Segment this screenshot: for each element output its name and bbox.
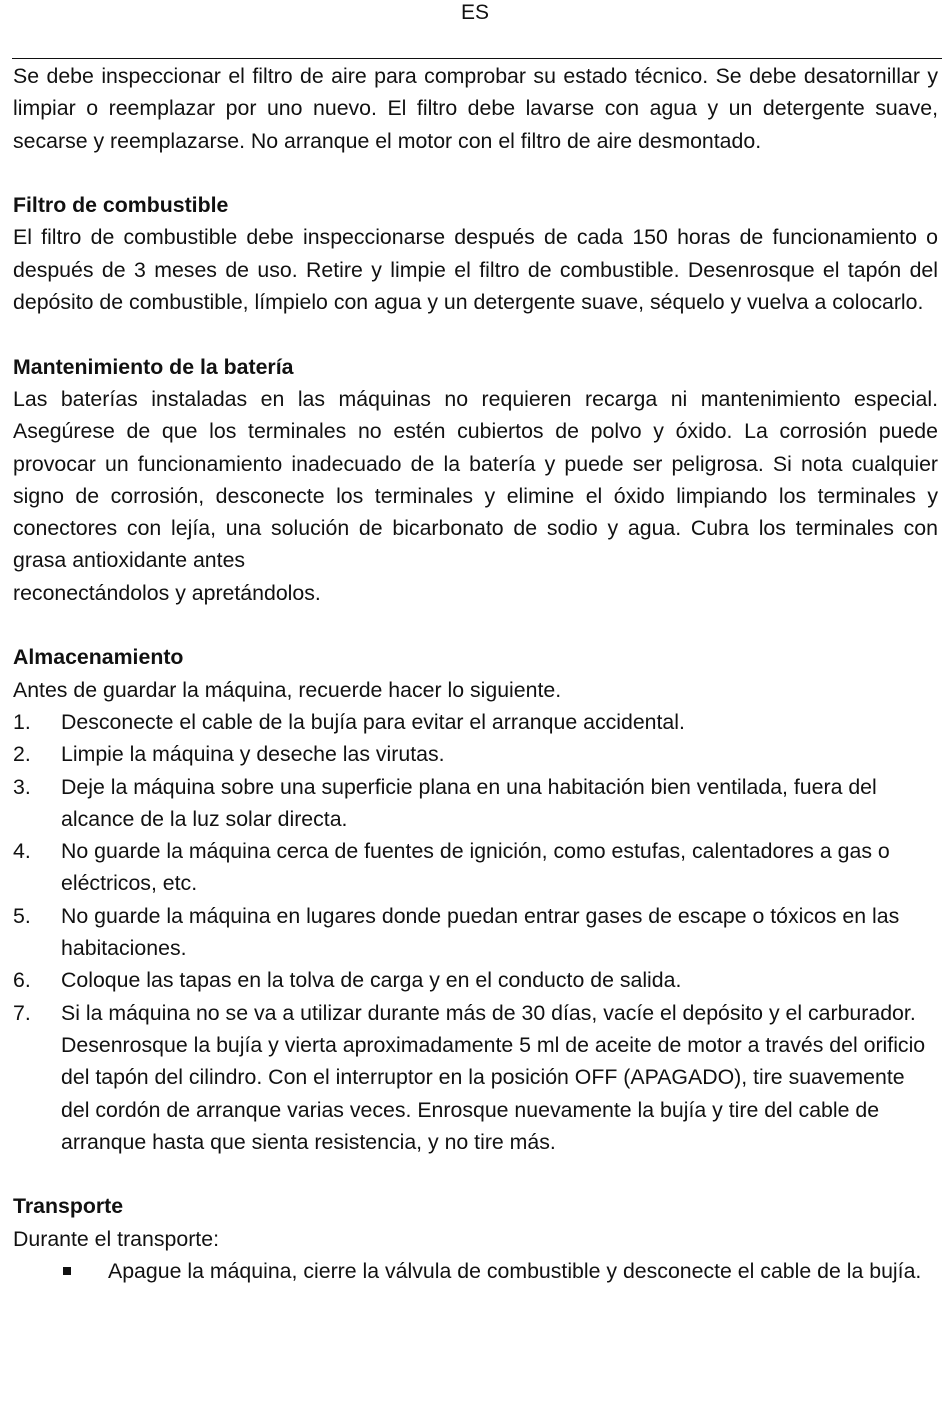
list-item [13, 706, 938, 738]
square-bullet-icon [63, 1267, 71, 1275]
list-item-number: 5. [13, 903, 31, 928]
storage-heading: Almacenamiento [13, 645, 184, 670]
list-item-text: No guarde la máquina cerca de fuentes de ignición, como estufas, calentadores a gas o eléctricos, etc. [61, 839, 890, 896]
list-item [13, 771, 938, 836]
transport-intro: Durante el transporte: [13, 1226, 219, 1251]
list-item [13, 900, 938, 965]
list-item-number: 3. [13, 774, 31, 799]
list-item [13, 997, 938, 1158]
battery-paragraph-tail-line-1: Cubra los terminales con grasa antioxidante antes [13, 516, 938, 573]
fuel-filter-section [13, 189, 938, 318]
list-item-text: Deje la máquina sobre una superficie plana en una habitación bien ventilada, fuera del alcance de la luz solar directa. [61, 774, 877, 831]
battery-paragraph-tail-line-2: reconectándolos y apretándolos. [13, 580, 321, 605]
list-item-number: 4. [13, 839, 31, 864]
header-divider [12, 58, 942, 59]
transport-section [13, 1190, 938, 1287]
air-filter-paragraph: Se debe inspeccionar el filtro de aire para comprobar su estado técnico. Se debe desatornillar y limpiar o reemplazar por uno nuevo. El filtro debe lavarse con agua y un detergente suave, secarse y reemplazarse. No arranque el motor con el filtro de aire desmontado. [13, 64, 938, 153]
document-body [13, 60, 938, 1287]
list-item-text: Coloque las tapas en la tolva de carga y en el conducto de salida. [61, 968, 682, 993]
transport-list [13, 1255, 938, 1287]
list-item-text: Apague la máquina, cierre la válvula de combustible y desconecte el cable de la bujía. [108, 1258, 922, 1283]
storage-intro: Antes de guardar la máquina, recuerde hacer lo siguiente. [13, 677, 562, 702]
page-language-header: ES [460, 1, 489, 24]
list-item-number: 2. [13, 742, 31, 767]
list-item-text: Limpie la máquina y deseche las virutas. [61, 742, 445, 767]
list-item-number: 1. [13, 709, 31, 734]
list-item-number: 7. [13, 1000, 31, 1025]
battery-section [13, 351, 938, 609]
list-item [13, 835, 938, 900]
storage-steps-list [13, 706, 938, 1158]
list-item-text: Desconecte el cable de la bujía para evitar el arranque accidental. [61, 709, 685, 734]
list-item-number: 6. [13, 968, 31, 993]
storage-section [13, 641, 938, 1158]
battery-paragraph: Las baterías instaladas en las máquinas no requieren recarga ni mantenimiento especial. Asegúrese de que los terminales no estén cubiertos de polvo y óxido. La corrosión puede provocar un funcionamiento inadecuado de la batería y puede ser peligrosa. Si nota cualquier signo de corrosión, desconecte los terminales y elimine el óxido limpiando los terminales y conectores con lejía, una solución de bicarbonato de sodio y agua. Cubra los terminales con grasa antioxidante antes reconectándolos y apretándolos. [13, 386, 938, 605]
list-item [13, 738, 938, 770]
fuel-filter-paragraph: El filtro de combustible debe inspeccionarse después de cada 150 horas de funcionamiento o después de 3 meses de uso. Retire y limpie el filtro de combustible. Desenrosque el tapón del depósito de combustible, límpielo con agua y un detergente suave, séquelo y vuelva a colocarlo. [13, 225, 938, 315]
transport-heading: Transporte [13, 1194, 124, 1219]
list-item-text: Si la máquina no se va a utilizar durante más de 30 días, vacíe el depósito y el carburador. Desenrosque la bujía y vierta aproximadamente 5 ml de aceite de motor a través del orificio del tapón del cilindro. Con el interruptor en la posición OFF (APAGADO), tire suavemente del cordón de arranque varias veces. Enrosque nuevamente la bujía y tire del cable de arranque hasta que sienta resistencia, y no tire más. [61, 1000, 926, 1154]
battery-heading: Mantenimiento de la batería [13, 354, 294, 379]
list-item [13, 1255, 938, 1287]
list-item-text: No guarde la máquina en lugares donde puedan entrar gases de escape o tóxicos en las habitaciones. [61, 903, 900, 961]
list-item [13, 964, 938, 996]
fuel-filter-heading: Filtro de combustible [13, 193, 229, 218]
